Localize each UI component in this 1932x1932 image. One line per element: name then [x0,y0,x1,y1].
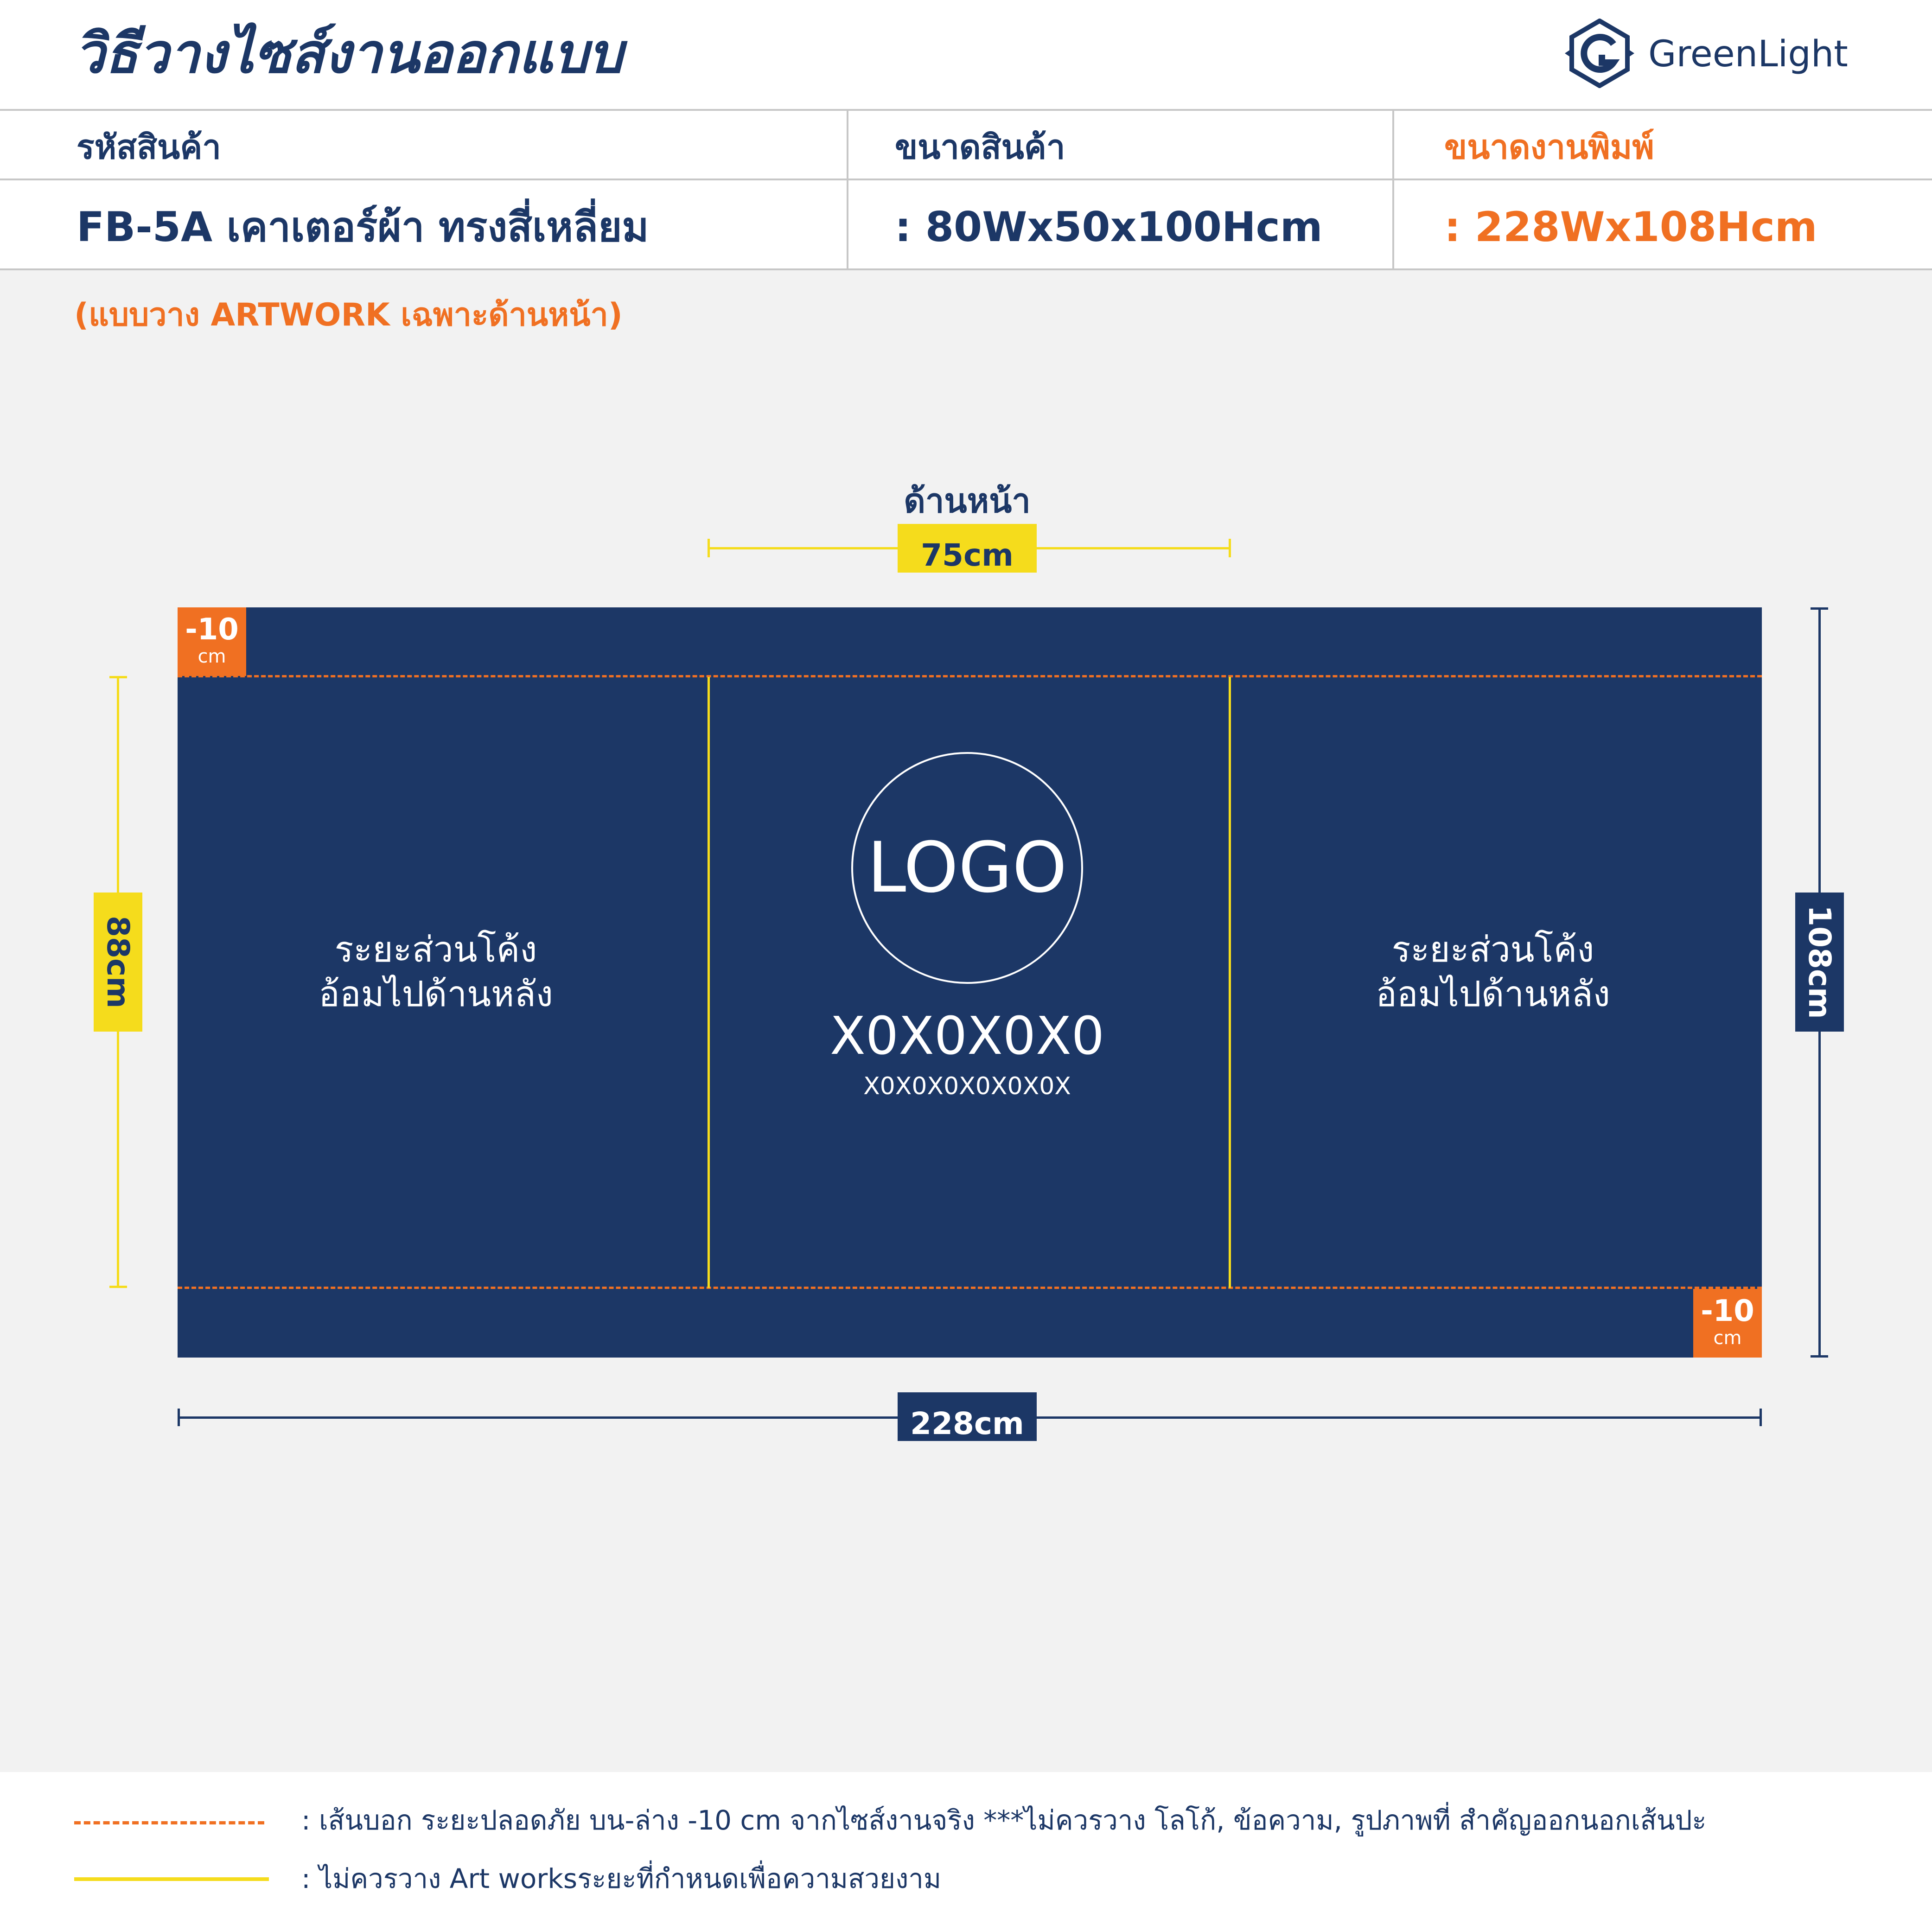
side-text-left [204,927,668,1016]
front-width-tick-right [1229,539,1231,557]
total-height-tick-top [1811,607,1828,610]
front-divider-left [708,677,710,1288]
margin-badge-unit: cm [198,646,226,667]
legend-solid-text: : ไม่ควรวาง Art worksระยะที่กำหนดเพื่อความสวยงาม [301,1863,942,1894]
legend-footer [0,1772,1932,1932]
front-width-label: 75cm [898,524,1037,573]
brand-name: GreenLight [1648,33,1848,75]
legend-solid-sample [74,1877,269,1881]
total-width-tick-right [1760,1409,1762,1426]
side-text-line1: ระยะส่วนโค้ง [334,929,537,970]
side-text-line2: อ้อมไปด้านหลัง [319,973,553,1014]
front-width-tick-left [708,539,710,557]
margin-badge-top [178,607,246,676]
header-print-size: ขนาดงานพิมพ์ [1444,128,1654,166]
margin-badge-value: -10 [1701,1294,1754,1328]
side-text-line1: ระยะส่วนโค้ง [1391,929,1594,970]
value-product-size: : 80Wx50x100Hcm [895,203,1323,251]
side-text-right [1261,927,1725,1016]
side-text-line2: อ้อมไปด้านหลัง [1376,973,1610,1014]
total-width-tick-left [178,1409,180,1426]
total-height-label: 108cm [1802,905,1837,1019]
text-placeholder-main: X0X0X0X0 [830,1006,1104,1066]
total-height-label-box [1795,893,1844,1032]
safe-height-tick-bottom [109,1286,127,1288]
value-product-code: FB-5A เคาเตอร์ผ้า ทรงสี่เหลี่ยม [77,203,649,251]
total-height-tick-bottom [1811,1355,1828,1358]
total-width-label: 228cm [898,1392,1037,1441]
safe-height-tick-top [109,676,127,678]
header-product-code: รหัสสินค้า [77,128,221,166]
safe-line-top [178,675,1762,677]
legend-dashed-text: : เส้นบอก ระยะปลอดภัย บน-ล่าง -10 cm จากไซส์งานจริง ***ไม่ควรวาง โลโก้, ข้อความ, รูปภาพที่ สำคัญออกนอกเส้นปะ [301,1804,1707,1836]
text-placeholder-sub: X0X0X0X0X0X0X [863,1072,1071,1100]
artwork-note: (แบบวาง ARTWORK เฉพาะด้านหน้า) [74,297,623,333]
front-label: ด้านหน้า [904,481,1031,520]
safe-height-label-box [94,893,142,1032]
margin-badge-bottom [1693,1289,1762,1358]
legend-dashed-sample [74,1821,264,1824]
logo-placeholder: LOGO [867,828,1067,908]
page-title: วิธีวางไซส์งานออกแบบ [74,21,623,85]
safe-height-label: 88cm [100,916,136,1008]
header-product-size: ขนาดสินค้า [895,128,1065,166]
front-divider-right [1229,677,1231,1288]
value-print-size: : 228Wx108Hcm [1444,203,1817,251]
margin-badge-value: -10 [185,612,239,647]
margin-badge-unit: cm [1713,1327,1742,1349]
safe-line-bottom [178,1287,1762,1289]
